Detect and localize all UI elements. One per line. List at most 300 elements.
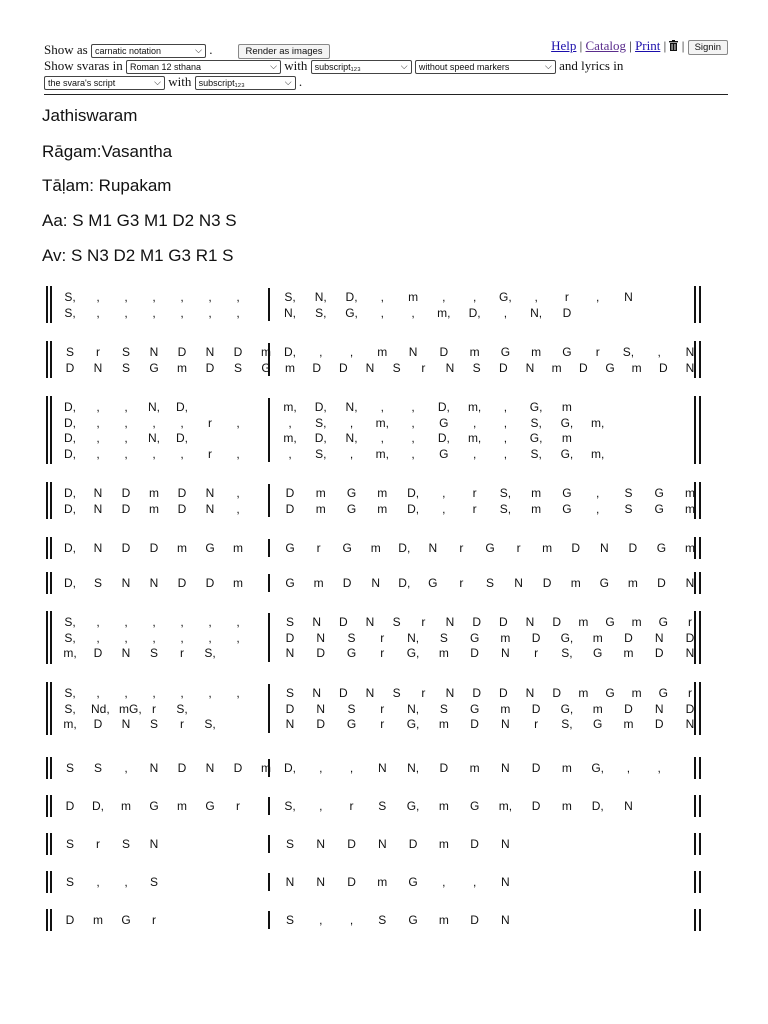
- svara: D: [472, 615, 481, 629]
- double-bar-left: [50, 611, 52, 664]
- svara: S: [121, 345, 130, 359]
- svara: m: [121, 799, 131, 813]
- svara: S,: [499, 486, 512, 500]
- notation-line: [46, 611, 702, 664]
- svara: r: [459, 541, 464, 555]
- svara: D,: [407, 486, 420, 500]
- svara: D: [624, 630, 633, 645]
- svara: m: [542, 541, 553, 555]
- svara: m: [531, 486, 542, 500]
- svara: ,: [96, 290, 100, 304]
- svara: N: [149, 837, 159, 851]
- svara: m,: [467, 400, 482, 414]
- print-link[interactable]: Print: [635, 38, 661, 53]
- svara: m: [531, 501, 542, 516]
- svara: N: [624, 799, 633, 813]
- svara: S: [485, 576, 494, 590]
- svara: m: [377, 875, 388, 889]
- svara: m: [408, 290, 419, 304]
- svara: N: [316, 875, 326, 889]
- svara: m,: [437, 305, 451, 320]
- svara: D: [685, 630, 695, 645]
- svara: m: [233, 541, 243, 555]
- svara: ,: [596, 486, 600, 500]
- notation-select-value: carnatic notation: [94, 46, 161, 57]
- svara: D: [531, 630, 541, 645]
- svara: G: [342, 541, 352, 555]
- double-bar-right: [699, 537, 701, 559]
- svara: D: [177, 486, 187, 500]
- svara: r: [208, 446, 212, 461]
- svara: ,: [503, 415, 508, 430]
- svara: ,: [208, 630, 212, 645]
- svara: N: [525, 360, 535, 375]
- svara: D: [628, 541, 638, 555]
- svara: S: [285, 615, 294, 629]
- svara: G: [654, 501, 664, 516]
- svara: G,: [406, 717, 420, 732]
- svara: D: [285, 701, 295, 716]
- svara: m: [261, 345, 271, 359]
- svara: G: [408, 875, 418, 889]
- notation-line: [46, 341, 702, 378]
- svara: ,: [96, 615, 100, 629]
- svara: ,: [503, 400, 508, 414]
- svara: ,: [124, 761, 128, 775]
- svara: G: [205, 541, 215, 555]
- double-bar-right: [699, 833, 701, 855]
- show-svaras-label: Show svaras in: [44, 58, 123, 73]
- svara: N: [514, 576, 523, 590]
- svara: r: [152, 701, 156, 716]
- svara: N,: [148, 400, 160, 414]
- svara: ,: [124, 615, 128, 629]
- link-separator: |: [579, 38, 583, 53]
- svara: N: [428, 541, 438, 555]
- notation-line: [46, 833, 702, 855]
- svara: m: [561, 400, 572, 414]
- svara: G,: [560, 415, 574, 430]
- beat-divider: [268, 873, 270, 891]
- svara: ,: [124, 400, 128, 414]
- svara: G: [149, 360, 159, 375]
- svara: G: [656, 541, 667, 555]
- svara: D: [121, 486, 131, 500]
- trash-icon[interactable]: [669, 40, 678, 51]
- svara: D: [685, 701, 695, 716]
- subscript2-select[interactable]: [195, 76, 296, 90]
- svara: r: [380, 701, 385, 716]
- svara: m: [469, 761, 480, 775]
- svara: m: [315, 501, 326, 516]
- notation-line: [46, 909, 702, 931]
- double-bar-right: [699, 286, 701, 323]
- svara: G,: [560, 701, 574, 716]
- svara: S,: [176, 701, 188, 716]
- dot: .: [209, 42, 213, 57]
- svara: S,: [64, 305, 76, 320]
- svara: r: [564, 290, 569, 304]
- svara: D,: [176, 431, 188, 446]
- svara: D,: [398, 576, 411, 590]
- svara: ,: [534, 290, 538, 304]
- toolbar-row-3: [44, 74, 302, 90]
- svara: ,: [180, 630, 184, 645]
- svara: N: [365, 615, 375, 629]
- svara: ,: [96, 400, 100, 414]
- svara: ,: [96, 875, 100, 889]
- subscript2-value: subscript₁₂₃: [198, 78, 245, 89]
- double-bar-left: [46, 286, 48, 323]
- svara: G: [346, 646, 357, 661]
- svara: G: [562, 486, 572, 500]
- svara: G,: [529, 431, 543, 446]
- svara: D: [177, 761, 187, 775]
- double-bar-right: [699, 482, 701, 519]
- svara: N: [205, 345, 215, 359]
- svara: G: [285, 541, 295, 555]
- svara: r: [459, 576, 464, 590]
- svara: ,: [208, 290, 212, 304]
- svara: m: [685, 486, 695, 500]
- svara: S: [65, 761, 74, 775]
- svara: N: [371, 576, 381, 590]
- svara: ,: [124, 686, 128, 700]
- svara: m: [561, 799, 572, 813]
- svara: m: [561, 761, 572, 775]
- svara: ,: [411, 400, 415, 414]
- toolbar-row-2: [44, 58, 623, 74]
- svara: m: [592, 630, 603, 645]
- svara: ,: [349, 345, 354, 359]
- svara: mG,: [119, 701, 142, 716]
- svara: G: [469, 799, 480, 813]
- svara: S,: [64, 630, 76, 645]
- svara: S,: [284, 290, 296, 304]
- svara: D: [177, 345, 187, 359]
- script-select[interactable]: [44, 76, 165, 90]
- svara: N: [121, 646, 131, 661]
- svara: m: [377, 486, 388, 500]
- double-bar-left: [50, 757, 52, 779]
- notation-select[interactable]: [91, 44, 206, 58]
- svara: ,: [180, 446, 184, 461]
- svara: N: [285, 717, 295, 732]
- svara: N: [93, 501, 103, 516]
- svara: D: [472, 686, 481, 700]
- svara: D: [552, 686, 561, 700]
- svara: D,: [64, 415, 76, 430]
- svara: m,: [283, 400, 297, 414]
- svara: m: [578, 615, 589, 629]
- svara: ,: [288, 415, 292, 430]
- svara: S,: [315, 305, 327, 320]
- toolbar-row-1: [44, 42, 330, 59]
- svara: S: [149, 646, 158, 661]
- svara: S: [93, 576, 102, 590]
- svara: Nd,: [91, 701, 110, 716]
- svara: N: [93, 360, 103, 375]
- double-bar-left: [50, 909, 52, 931]
- svara: ,: [236, 446, 240, 461]
- svara: m: [177, 541, 187, 555]
- svara: D: [285, 501, 295, 516]
- svara: D,: [284, 761, 296, 775]
- beat-divider: [268, 684, 270, 733]
- svara: S,: [561, 717, 573, 732]
- svara: N,: [345, 400, 358, 414]
- svara: N,: [407, 701, 420, 716]
- svara: m: [438, 837, 449, 851]
- double-bar-right: [694, 286, 696, 323]
- svara: S: [65, 345, 74, 359]
- svara: ,: [124, 415, 128, 430]
- svara: N: [525, 615, 535, 629]
- svara: S: [285, 686, 294, 700]
- svara: S: [347, 701, 356, 716]
- svara: G,: [499, 290, 512, 304]
- svara: m: [438, 799, 449, 813]
- svara: D,: [468, 305, 481, 320]
- svara: m: [469, 345, 480, 359]
- svara: N: [445, 615, 455, 629]
- svara: S,: [315, 415, 327, 430]
- svara: r: [421, 686, 426, 700]
- svara: N: [149, 576, 159, 590]
- double-bar-left: [46, 909, 48, 931]
- svara: N: [377, 761, 387, 775]
- svara: G: [562, 345, 572, 359]
- svara: ,: [96, 686, 100, 700]
- svara: D,: [437, 431, 450, 446]
- svara: D: [439, 761, 449, 775]
- svara: D: [654, 646, 664, 661]
- svara: D: [338, 615, 348, 629]
- svara: r: [236, 799, 240, 813]
- svara: D: [658, 360, 668, 375]
- notation-line: [46, 757, 702, 779]
- svara: ,: [96, 305, 100, 320]
- svara: D,: [591, 799, 604, 813]
- svara: N: [285, 875, 295, 889]
- svara: N: [685, 717, 695, 732]
- double-bar-left: [46, 396, 48, 464]
- beat-divider: [268, 835, 270, 853]
- svara: m: [177, 799, 187, 813]
- double-bar-left: [46, 611, 48, 664]
- svara: D: [285, 486, 295, 500]
- svara: S,: [561, 646, 573, 661]
- svara: G: [346, 486, 357, 500]
- svara: r: [96, 345, 100, 359]
- top-links: [551, 38, 728, 55]
- svara: N,: [284, 305, 296, 320]
- svara: G: [205, 799, 215, 813]
- svara: r: [208, 415, 212, 430]
- svara: S: [392, 615, 401, 629]
- svara: m: [685, 501, 695, 516]
- svara: G: [439, 446, 449, 461]
- svara: ,: [380, 305, 384, 320]
- svara: m: [500, 630, 511, 645]
- double-bar-left: [46, 757, 48, 779]
- beat-divider: [268, 398, 270, 462]
- svara: N: [445, 686, 455, 700]
- svara: N: [149, 345, 159, 359]
- svara: D,: [64, 446, 76, 461]
- svara: r: [96, 837, 100, 851]
- svara: r: [688, 686, 692, 700]
- svara: ,: [657, 761, 661, 775]
- svara: r: [534, 717, 539, 732]
- svara: D: [93, 717, 103, 732]
- svara: D: [498, 360, 508, 375]
- svara: N: [316, 701, 326, 716]
- double-bar-left: [50, 537, 52, 559]
- speed-markers-select[interactable]: [415, 60, 556, 74]
- svara: G,: [345, 305, 358, 320]
- svara: D: [498, 615, 508, 629]
- beat-divider: [268, 797, 270, 815]
- help-link[interactable]: Help: [551, 38, 577, 53]
- svara: ,: [124, 875, 128, 889]
- notation-line: [46, 572, 702, 594]
- svara: D: [571, 541, 581, 555]
- double-bar-left: [46, 537, 48, 559]
- svara: N: [599, 541, 609, 555]
- svara: ,: [472, 446, 477, 461]
- svara: G: [408, 913, 418, 927]
- svara: ,: [442, 486, 446, 500]
- svara: ,: [124, 446, 128, 461]
- svara: S,: [315, 446, 327, 461]
- svara: m,: [467, 431, 482, 446]
- svara: D: [233, 345, 243, 359]
- signin-button[interactable]: Signin: [688, 40, 728, 55]
- svara: G: [605, 686, 615, 700]
- svara: G,: [591, 761, 605, 775]
- svara: N: [377, 837, 387, 851]
- svara: ,: [96, 630, 100, 645]
- svara: D,: [64, 486, 76, 500]
- svara: D: [121, 541, 131, 555]
- svara: S: [624, 486, 633, 500]
- notation-line: [46, 286, 702, 323]
- double-bar-right: [694, 871, 696, 893]
- svara: r: [516, 541, 521, 555]
- catalog-link[interactable]: Catalog: [585, 38, 626, 53]
- subscript-select[interactable]: [311, 60, 412, 74]
- beat-divider: [268, 539, 270, 557]
- svara: D: [657, 576, 666, 590]
- svara: G: [346, 717, 357, 732]
- svara: S,: [530, 446, 542, 461]
- svara: m: [592, 701, 603, 716]
- svara: G: [654, 486, 664, 500]
- svara: G: [121, 913, 131, 927]
- svara: m: [261, 761, 271, 775]
- double-bar-right: [699, 611, 701, 664]
- svara: D: [562, 305, 572, 320]
- svara: m: [551, 360, 562, 375]
- svara: r: [380, 630, 385, 645]
- svara: D,: [398, 541, 411, 555]
- svara: G: [485, 541, 495, 555]
- svara: D: [470, 717, 479, 732]
- svara: N,: [530, 305, 543, 320]
- double-bar-right: [694, 795, 696, 817]
- chevron-down-icon: ⌵: [400, 61, 408, 72]
- svara: D,: [345, 290, 358, 304]
- svara: N: [149, 761, 159, 775]
- double-bar-right: [699, 572, 701, 594]
- svara: D: [624, 701, 633, 716]
- svara: S: [121, 837, 130, 851]
- svara: D,: [437, 400, 450, 414]
- svara: D: [177, 501, 187, 516]
- svara: D: [316, 717, 326, 732]
- svara: S,: [284, 799, 296, 813]
- svara: ,: [124, 290, 128, 304]
- svara: ,: [96, 415, 100, 430]
- svara: D: [347, 875, 356, 889]
- svara: m: [631, 615, 642, 629]
- svara-style-select[interactable]: [126, 60, 281, 74]
- svara: D,: [407, 501, 420, 516]
- svara: G: [593, 717, 603, 732]
- svara: S: [149, 717, 158, 732]
- chevron-down-icon: ⌵: [284, 77, 292, 88]
- svara: G: [149, 799, 159, 813]
- svara: G: [599, 576, 609, 590]
- svara: N: [501, 717, 510, 732]
- with-label: with: [168, 74, 192, 89]
- svara: ,: [96, 431, 100, 446]
- svara: G: [469, 701, 480, 716]
- script-value: the svara's script: [48, 78, 116, 89]
- svara: m,: [63, 717, 77, 732]
- svara: D: [177, 576, 187, 590]
- svara: S: [472, 360, 481, 375]
- svara: N: [408, 345, 418, 359]
- svara: S: [439, 630, 448, 645]
- link-separator: |: [681, 38, 685, 53]
- svara: ,: [236, 290, 240, 304]
- svara: S: [121, 360, 130, 375]
- svara: m: [438, 646, 449, 661]
- svara: S,: [204, 646, 216, 661]
- svara: N: [93, 486, 103, 500]
- svara: m: [627, 576, 638, 590]
- svara: m: [531, 345, 542, 359]
- svara: G: [658, 686, 668, 700]
- svara: ,: [152, 615, 156, 629]
- svara: N: [205, 761, 215, 775]
- composition-title: Jathiswaram: [42, 106, 138, 125]
- svara: N: [365, 360, 375, 375]
- svara: N,: [314, 290, 327, 304]
- svara: D: [531, 761, 541, 775]
- svara: ,: [236, 415, 240, 430]
- notation-line: [46, 396, 702, 464]
- ragam: Rāgam:Vasantha: [42, 142, 173, 161]
- toolbar: [44, 38, 728, 95]
- render-as-images-button[interactable]: Render as images: [238, 44, 329, 59]
- svara: m: [377, 501, 388, 516]
- svara: N: [654, 630, 664, 645]
- svara: r: [380, 717, 385, 732]
- chevron-down-icon: ⌵: [545, 61, 552, 72]
